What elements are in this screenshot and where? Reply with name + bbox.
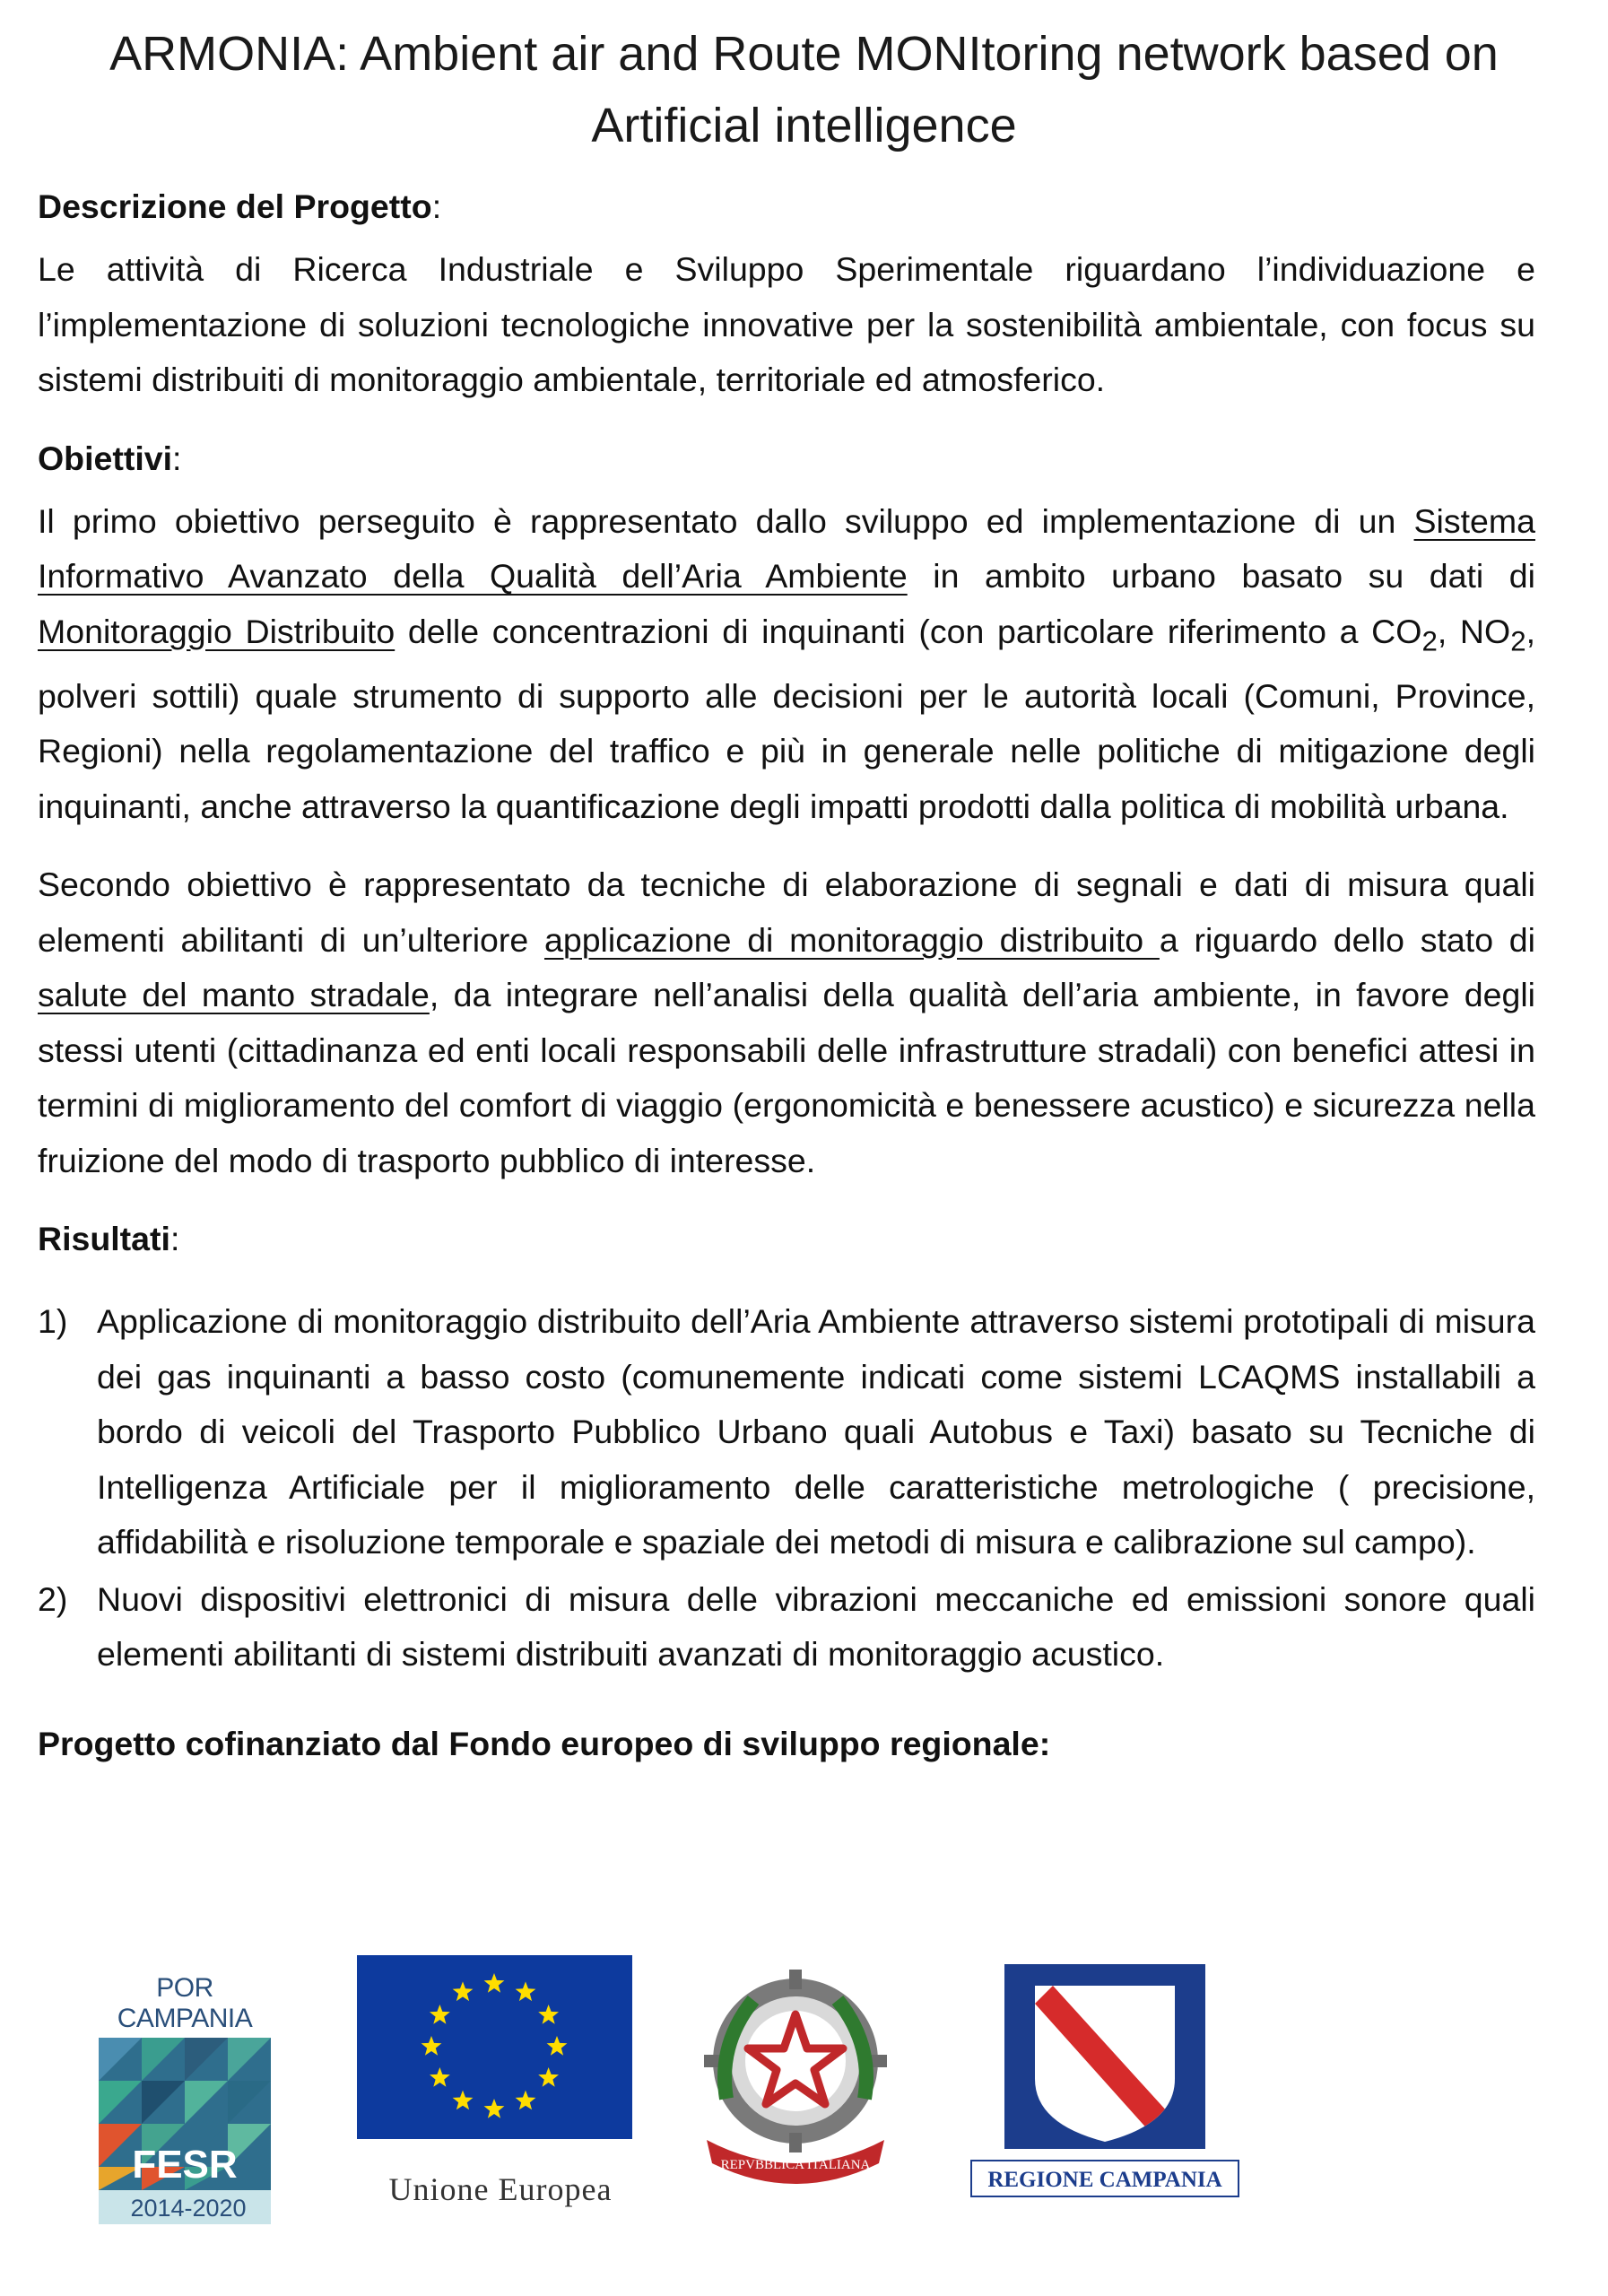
eu-star-icon — [430, 2005, 450, 2024]
result-number-2: 2) — [38, 1579, 68, 1618]
eu-stars-icon — [357, 1955, 632, 2139]
objective-2-text-b: a riguardo dello stato di — [1159, 920, 1535, 959]
sistema-informativo-underlined: Sistema Informativo Avanzato della Qualità dell’Aria Ambiente — [38, 501, 1535, 595]
objective-2-text-a: Secondo obiettivo è rappresentato da tecniche di elaborazione di segnali e dati di misura quali elementi abilitanti di un’ulteriore — [38, 865, 1535, 959]
objective-1-text-e: , polveri sottili) quale strumento di supporto alle decisioni per le autorità locali (Comuni, Province, Regioni) nella regolamentazione del traffico e più in generale nelle politiche di mitigazione degli inquinanti, anche attraverso la quantificazione degli impatti prodotti dalla politica di mobilità urbana. — [38, 612, 1535, 825]
no2-subscript: 2 — [1510, 625, 1526, 657]
objectives-heading-colon: : — [172, 439, 182, 477]
regione-campania-logo — [970, 1964, 1239, 2206]
objective-1-text-b: in ambito urbano basato su dati di — [907, 557, 1535, 595]
co2-subscript: 2 — [1421, 625, 1438, 657]
objectives-heading — [38, 431, 1535, 494]
objective-2-text-c: , da integrare nell’analisi della qualità dell’aria ambiente, in favore degli stessi utenti (cittadinanza ed enti locali responsabili delle infrastrutture stradali) con benefici attesi in termini di miglioramento del comfort di viaggio (ergonomicità e benessere acustico) e sicurezza nella fruizione del modo di trasporto pubblico di interesse. — [38, 976, 1535, 1179]
objective-1-text-a: Il primo obiettivo perseguito è rappresentato dallo sviluppo ed implementazione di un — [38, 501, 1414, 540]
results-heading-colon: : — [169, 1220, 180, 1257]
salute-manto-stradale-underlined: salute del manto stradale — [38, 976, 430, 1013]
funding-statement: Progetto cofinanziato dal Fondo europeo di sviluppo regionale: — [38, 1724, 1051, 1762]
objective-1-paragraph — [38, 494, 1535, 835]
eu-star-icon — [422, 2036, 442, 2056]
objectives-heading-text: Obiettivi — [38, 439, 173, 477]
results-list — [38, 1294, 1535, 1683]
eu-star-icon — [484, 1973, 505, 1993]
objective-2-paragraph — [38, 857, 1535, 1188]
objective-1-text-d: , NO — [1437, 612, 1511, 650]
description-paragraph: Le attività di Ricerca Industriale e Sviluppo Sperimentale riguardano l’individuazione e l’implementazione di soluzioni tecnologiche innovative per la sostenibilità ambientale, con focus su sistemi distribuiti di monitoraggio ambientale, territoriale ed atmosferico. — [38, 250, 1535, 398]
objective-1-text-c: delle concentrazioni di inquinanti (con particolare riferimento a CO — [395, 612, 1422, 650]
eu-flag — [357, 1955, 632, 2139]
por-campania-title: POR CAMPANIA — [117, 1973, 253, 2033]
regione-campania-shield-icon — [970, 1964, 1239, 2154]
eu-star-icon — [516, 2091, 536, 2110]
svg-text:FESR: FESR — [132, 2143, 238, 2187]
result-text-1: Applicazione di monitoraggio distribuito dell’Aria Ambiente attraverso sistemi prototipali di misura dei gas inquinanti a basso costo (comunemente indicati come sistemi LCAQMS installabili a bordo di veicoli del Trasporto Pubblico Urbano quali Autobus e Taxi) basato su Tecniche di Intelligenza Artificiale per il miglioramento delle caratteristiche metrologiche ( precisione, affidabilità e risoluzione temporale e spaziale dei metodi di misura e calibrazione sul campo). — [97, 1302, 1535, 1561]
italian-emblem-icon — [691, 1964, 901, 2197]
monitoraggio-distribuito-underlined: Monitoraggio Distribuito — [38, 612, 395, 650]
por-campania-fesr-logo — [99, 1973, 271, 2222]
emblema-repubblica-italiana — [691, 1964, 901, 2197]
eu-star-icon — [453, 2091, 474, 2110]
eu-star-icon — [453, 1981, 474, 2001]
applicazione-monitoraggio-underlined: applicazione di monitoraggio distribuito — [543, 920, 1160, 959]
result-text-2: Nuovi dispositivi elettronici di misura delle vibrazioni meccaniche ed emissioni sonore quali elementi abilitanti di sistemi distribuiti avanzati di monitoraggio acustico. — [97, 1579, 1535, 1673]
result-item-2 — [38, 1572, 1535, 1683]
unione-europea-label: Unione Europea — [388, 2171, 613, 2207]
eu-star-icon — [430, 2067, 450, 2087]
por-mosaic-icon — [99, 2034, 271, 2224]
result-item-1 — [38, 1294, 1535, 1570]
regione-campania-label: REGIONE CAMPANIA — [970, 2160, 1239, 2197]
eu-star-icon — [547, 2036, 568, 2056]
description-heading — [38, 179, 1535, 242]
eu-star-icon — [516, 1981, 536, 2001]
logos-row — [0, 1955, 1608, 2224]
results-heading — [38, 1212, 1535, 1274]
eu-star-icon — [484, 2099, 505, 2118]
svg-text:2014-2020: 2014-2020 — [130, 2195, 247, 2222]
unione-europea-logo — [357, 1955, 637, 2215]
result-number-1: 1) — [38, 1302, 68, 1340]
description-heading-text: Descrizione del Progetto — [38, 187, 432, 225]
results-heading-text: Risultati — [38, 1220, 170, 1257]
eu-star-icon — [538, 2005, 559, 2024]
document-title: ARMONIA: Ambient air and Route MONItoring network based on Artificial intelligence — [109, 27, 1499, 152]
eu-star-icon — [538, 2067, 559, 2087]
document-body — [38, 179, 1535, 1771]
description-heading-colon: : — [431, 187, 442, 225]
repubblica-ribbon-text: REPVBBLICA ITALIANA — [720, 2158, 871, 2172]
